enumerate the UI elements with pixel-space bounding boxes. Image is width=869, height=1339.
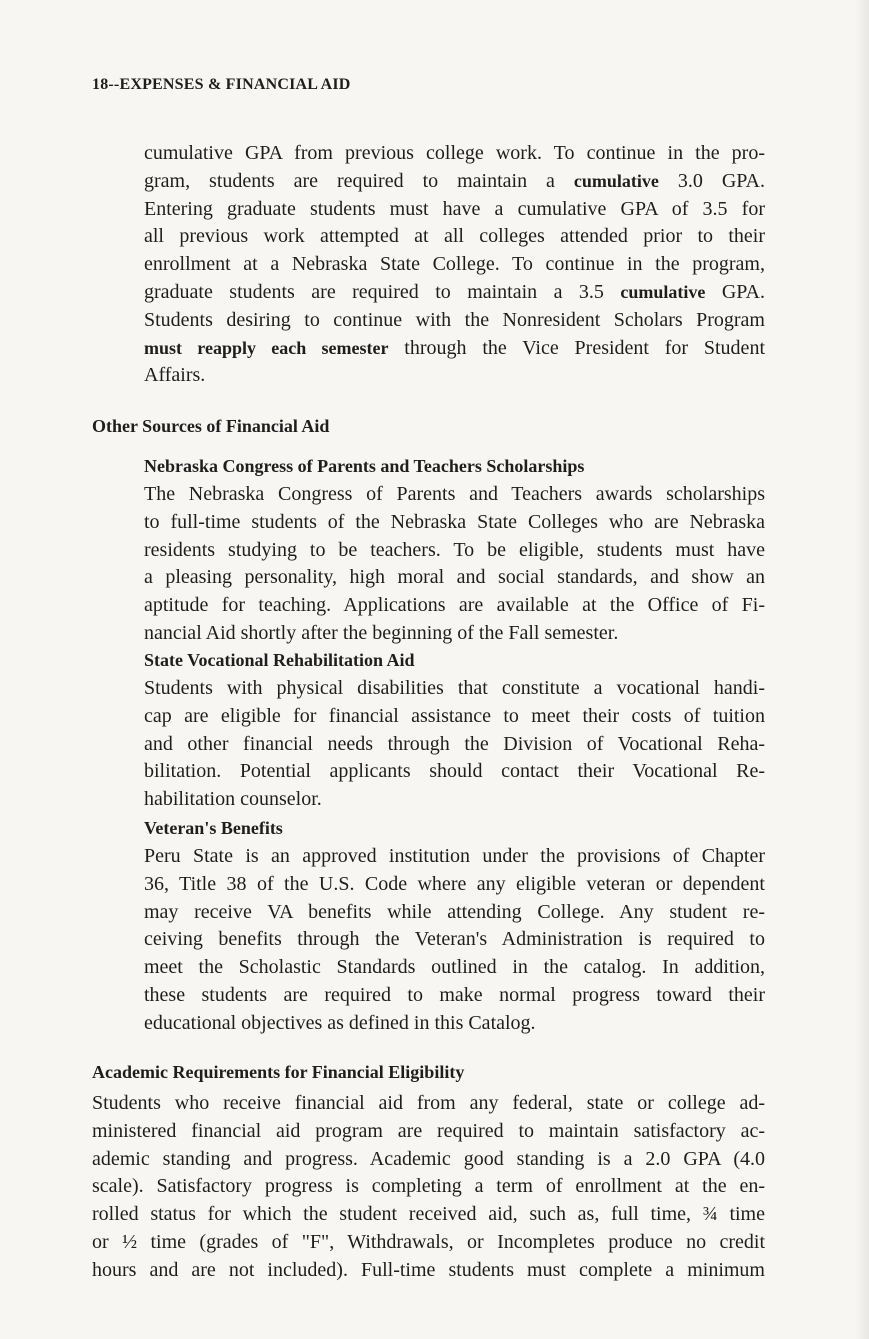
- intro-paragraph: [144, 140, 765, 390]
- emphasis-cumulative: cumulative: [620, 281, 706, 302]
- intro-line: gram, students are required to maintain a cumulative 3.0 GPA.: [144, 169, 765, 192]
- intro-line: Students desiring to continue with the Nonresident Scholars Program: [144, 308, 765, 331]
- veterans-paragraph: Peru State is an approved institution under the provisions of Chapter 36, Title 38 of the U.S. Code where any eligible veteran or dependent may receive VA benefits while attending College. Any student re- ceiving benefits through the Veteran's Administration is required to meet the Scholastic Standards outlined in the catalog. In addition, these students are required to make normal progress toward their educational objectives as defined in this Catalog.: [144, 845, 765, 1034]
- section-heading-other-sources: Other Sources of Financial Aid: [92, 416, 330, 436]
- page-edge-shadow: [855, 0, 869, 1339]
- running-header: 18--EXPENSES & FINANCIAL AID: [92, 76, 351, 93]
- veterans-title: Veteran's Benefits: [144, 818, 283, 838]
- pta-title: Nebraska Congress of Parents and Teachers Scholarships: [144, 456, 585, 476]
- emphasis-reapply: must reapply each semester: [144, 337, 389, 358]
- intro-line: all previous work attempted at all colleges attended prior to their: [144, 225, 765, 248]
- emphasis-cumulative: cumulative: [573, 170, 659, 191]
- intro-line: graduate students are required to maintain a 3.5 cumulative GPA.: [144, 280, 765, 303]
- intro-line: enrollment at a Nebraska State College. To continue in the program,: [144, 253, 765, 276]
- intro-line: Entering graduate students must have a cumulative GPA of 3.5 for: [144, 197, 765, 220]
- vocational-paragraph: Students with physical disabilities that constitute a vocational handi- cap are eligible for financial assistance to meet their costs of tuition and other financial needs through the Division of Vocational Reha- bilitation. Potential applicants should contact their Vocational Re- habilitation counselor.: [144, 677, 765, 811]
- vocational-title: State Vocational Rehabilitation Aid: [144, 650, 415, 670]
- vocational-section: [144, 650, 765, 814]
- intro-line: must reapply each semester through the Vice President for Student: [144, 336, 765, 359]
- pta-section: [144, 456, 765, 648]
- academic-paragraph: Students who receive financial aid from any federal, state or college ad- ministered financial aid program are required to maintain satisfactory ac- ademic standing and progress. Academic good standing is a 2.0 GPA (4.0 scale). Satisfactory progress is completing a term of enrollment at the en- rolled status for which the student received aid, such as, full time, ¾ time or ½ time (grades of "F", Withdrawals, or Incompletes produce no credit hours and are not included). Full-time students must complete a minimum: [92, 1092, 765, 1281]
- intro-line: cumulative GPA from previous college work. To continue in the pro-: [144, 142, 765, 164]
- veterans-section: [144, 818, 765, 1038]
- section-heading-academic: Academic Requirements for Financial Eligibility: [92, 1062, 465, 1082]
- intro-line: Affairs.: [144, 364, 206, 387]
- pta-paragraph: The Nebraska Congress of Parents and Teachers awards scholarships to full-time students of the Nebraska State Colleges who are Nebraska residents studying to be teachers. To be eligible, students must have a pleasing personality, high moral and social standards, and show an aptitude for teaching. Applications are available at the Office of Fi- nancial Aid shortly after the beginning of the Fall semester.: [144, 483, 765, 644]
